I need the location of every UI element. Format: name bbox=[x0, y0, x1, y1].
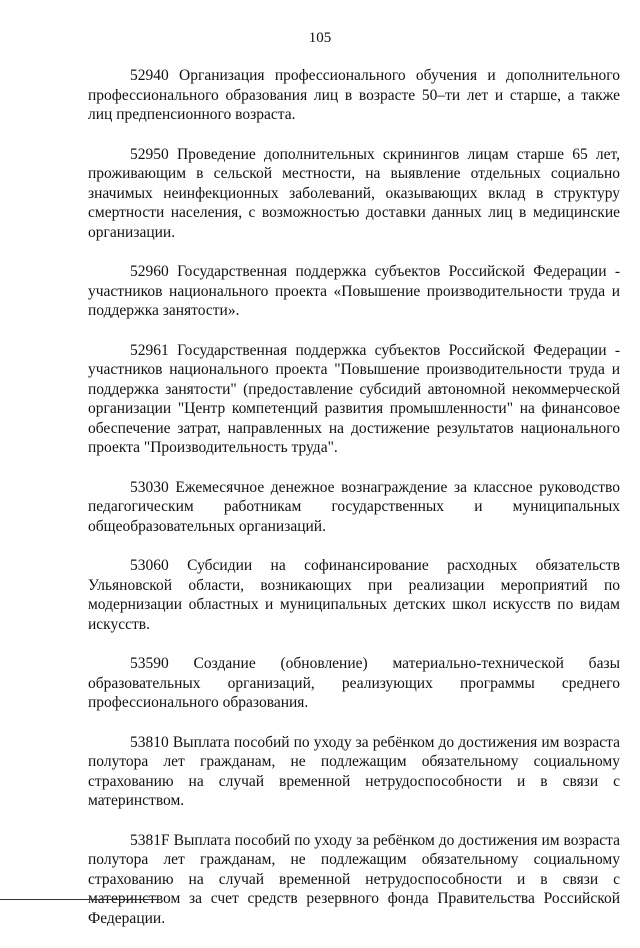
entry-5381F: 5381F Выплата пособий по уходу за ребёнком до достижения им возраста полутора лет гражданам, не подлежащим обязательному социальному страхованию на случай временной нетрудоспособности и в связи с материнством за счет средств резервного фонда Правительства Российской Федерации. bbox=[88, 831, 620, 927]
entry-53810: 53810 Выплата пособий по уходу за ребёнком до достижения им возраста полутора лет гражданам, не подлежащим обязательному социальному страхованию на случай временной нетрудоспособности и в связи с материнством. bbox=[88, 733, 620, 809]
page-number: 105 bbox=[308, 30, 332, 46]
document-body bbox=[88, 66, 620, 948]
entry-52940: 52940 Организация профессионального обучения и дополнительного профессионального образования лиц в возрасте 50–ти лет и старше, а также лиц предпенсионного возраста. bbox=[88, 67, 620, 123]
entry-52950: 52950 Проведение дополнительных скринингов лицам старше 65 лет, проживающим в сельской местности, на выявление отдельных социально значимых неинфекционных заболеваний, оказывающих вклад в структуру смертности населения, с возможностью доставки данных лиц в медицинские организации. bbox=[88, 145, 620, 241]
entry-52960: 52960 Государственная поддержка субъектов Российской Федерации - участников национального проекта «Повышение производительности труда и поддержка занятости». bbox=[88, 263, 620, 319]
entry-53060: 53060 Субсидии на софинансирование расходных обязательств Ульяновской области, возникающих при реализации мероприятий по модернизации областных и муниципальных детских школ искусств по видам искусств. bbox=[88, 557, 620, 633]
entry-53030: 53030 Ежемесячное денежное вознаграждение за классное руководство педагогическим работникам государственных и муниципальных общеобразовательных организаций. bbox=[88, 478, 620, 535]
footnote-divider bbox=[0, 899, 158, 900]
entry-53590: 53590 Создание (обновление) материально-технической базы образовательных организаций, реализующих программы среднего профессионального образования. bbox=[88, 655, 620, 711]
entry-52961: 52961 Государственная поддержка субъектов Российской Федерации - участников национального проекта "Повышение производительности труда и поддержка занятости" (предоставление субсидий автономной некоммерческой организации "Центр компетенций развития промышленности" на финансовое обеспечение затрат, направленных на достижение результатов национального проекта "Производительность труда". bbox=[88, 341, 620, 456]
